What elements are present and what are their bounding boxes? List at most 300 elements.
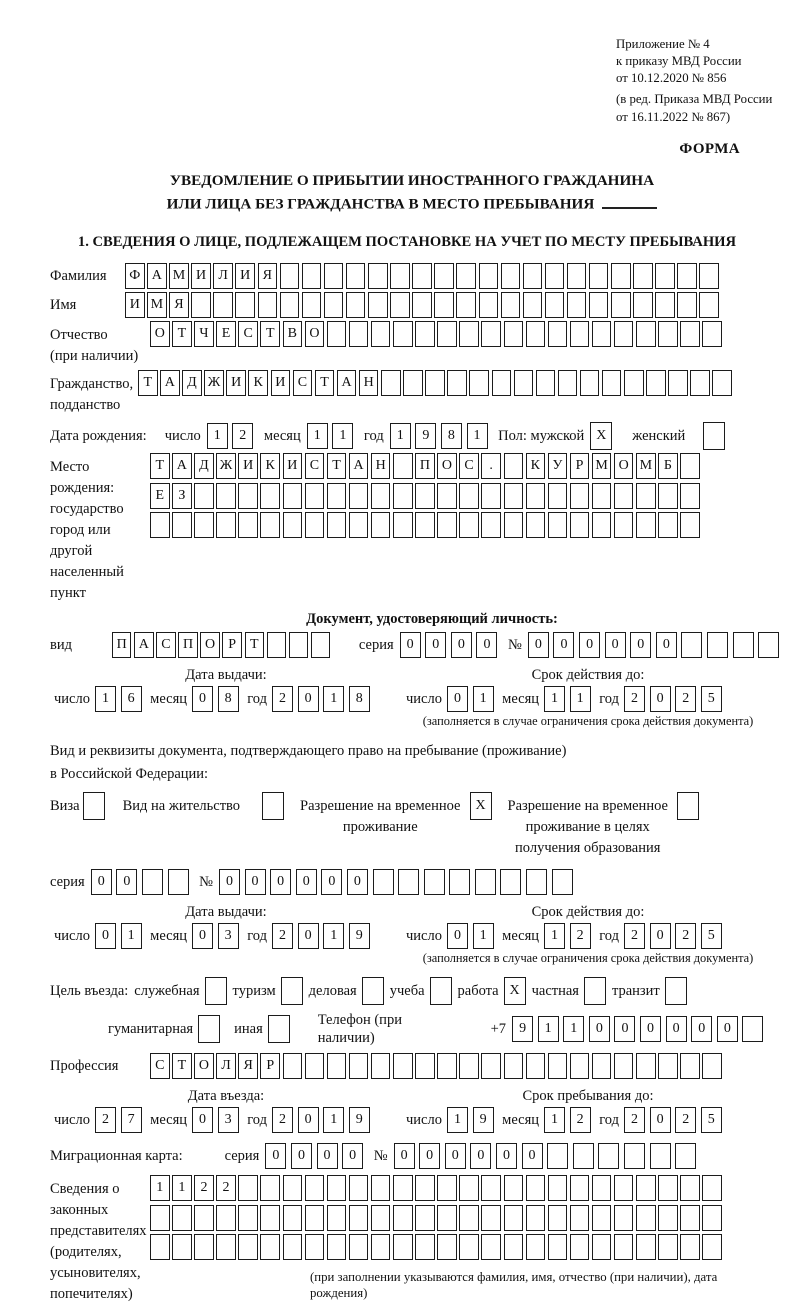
char-cell[interactable] — [614, 483, 634, 509]
char-cell[interactable] — [570, 1205, 590, 1231]
char-cell[interactable]: Л — [213, 263, 233, 289]
char-cell[interactable] — [598, 1143, 619, 1169]
char-cell[interactable] — [238, 1205, 258, 1231]
char-cell[interactable]: З — [172, 483, 192, 509]
char-cell[interactable] — [526, 321, 546, 347]
char-cell[interactable] — [702, 321, 722, 347]
char-cell[interactable] — [592, 1175, 612, 1201]
char-cell[interactable] — [371, 321, 391, 347]
char-cell[interactable]: 2 — [216, 1175, 236, 1201]
char-cell[interactable]: 2 — [570, 1107, 591, 1133]
char-cell[interactable] — [305, 512, 325, 538]
char-cell[interactable]: 1 — [390, 423, 411, 449]
char-cell[interactable] — [479, 263, 499, 289]
char-cell[interactable] — [393, 1205, 413, 1231]
char-cell[interactable]: 2 — [194, 1175, 214, 1201]
char-cell[interactable] — [665, 977, 687, 1005]
char-cell[interactable] — [324, 292, 344, 318]
char-cell[interactable]: С — [293, 370, 313, 396]
char-cell[interactable]: С — [305, 453, 325, 479]
char-cell[interactable]: 0 — [640, 1016, 661, 1042]
char-cell[interactable] — [393, 1053, 413, 1079]
char-cell[interactable] — [547, 1143, 568, 1169]
char-cell[interactable] — [198, 1015, 220, 1043]
char-cell[interactable] — [216, 1205, 236, 1231]
char-cell[interactable]: И — [283, 453, 303, 479]
char-cell[interactable] — [371, 1234, 391, 1260]
char-cell[interactable]: С — [459, 453, 479, 479]
char-cell[interactable] — [504, 1175, 524, 1201]
char-cell[interactable] — [758, 632, 779, 658]
char-cell[interactable]: 1 — [473, 923, 494, 949]
char-cell[interactable] — [592, 1205, 612, 1231]
char-cell[interactable]: 1 — [323, 1107, 344, 1133]
char-cell[interactable]: В — [283, 321, 303, 347]
char-cell[interactable]: 1 — [467, 423, 488, 449]
char-cell[interactable]: 2 — [675, 923, 696, 949]
char-cell[interactable] — [526, 869, 547, 895]
char-cell[interactable] — [636, 1175, 656, 1201]
char-cell[interactable] — [536, 370, 556, 396]
char-cell[interactable] — [707, 632, 728, 658]
char-cell[interactable]: 1 — [95, 686, 116, 712]
char-cell[interactable] — [393, 512, 413, 538]
char-cell[interactable]: 8 — [441, 423, 462, 449]
char-cell[interactable] — [658, 1234, 678, 1260]
char-cell[interactable]: 0 — [691, 1016, 712, 1042]
char-cell[interactable]: 3 — [218, 1107, 239, 1133]
char-cell[interactable] — [548, 1205, 568, 1231]
char-cell[interactable] — [702, 1175, 722, 1201]
char-cell[interactable] — [349, 512, 369, 538]
char-cell[interactable] — [658, 321, 678, 347]
char-cell[interactable]: 0 — [298, 686, 319, 712]
char-cell[interactable]: Я — [169, 292, 189, 318]
char-cell[interactable] — [238, 1175, 258, 1201]
char-cell[interactable] — [393, 1234, 413, 1260]
char-cell[interactable] — [403, 370, 423, 396]
char-cell[interactable] — [624, 1143, 645, 1169]
char-cell[interactable] — [373, 869, 394, 895]
char-cell[interactable]: 0 — [298, 1107, 319, 1133]
char-cell[interactable] — [712, 370, 732, 396]
char-cell[interactable] — [501, 292, 521, 318]
char-cell[interactable] — [172, 1234, 192, 1260]
char-cell[interactable] — [703, 422, 725, 450]
char-cell[interactable] — [636, 1205, 656, 1231]
char-cell[interactable]: Т — [315, 370, 335, 396]
char-cell[interactable] — [415, 1053, 435, 1079]
char-cell[interactable]: 3 — [218, 923, 239, 949]
char-cell[interactable] — [570, 512, 590, 538]
char-cell[interactable] — [260, 512, 280, 538]
char-cell[interactable] — [311, 632, 331, 658]
char-cell[interactable] — [415, 1175, 435, 1201]
char-cell[interactable] — [680, 321, 700, 347]
char-cell[interactable]: 0 — [650, 1107, 671, 1133]
char-cell[interactable] — [393, 1175, 413, 1201]
char-cell[interactable] — [412, 292, 432, 318]
char-cell[interactable] — [205, 977, 227, 1005]
char-cell[interactable] — [346, 292, 366, 318]
char-cell[interactable] — [437, 1205, 457, 1231]
char-cell[interactable]: 1 — [207, 423, 228, 449]
char-cell[interactable] — [283, 483, 303, 509]
char-cell[interactable]: 2 — [272, 923, 293, 949]
char-cell[interactable] — [327, 321, 347, 347]
char-cell[interactable] — [213, 292, 233, 318]
char-cell[interactable] — [150, 512, 170, 538]
char-cell[interactable] — [680, 453, 700, 479]
char-cell[interactable] — [194, 1205, 214, 1231]
char-cell[interactable] — [570, 483, 590, 509]
char-cell[interactable] — [415, 483, 435, 509]
char-cell[interactable]: X — [470, 792, 492, 820]
char-cell[interactable] — [633, 292, 653, 318]
char-cell[interactable] — [624, 370, 644, 396]
char-cell[interactable]: 0 — [291, 1143, 312, 1169]
char-cell[interactable]: А — [134, 632, 154, 658]
char-cell[interactable]: 0 — [605, 632, 626, 658]
char-cell[interactable]: У — [548, 453, 568, 479]
char-cell[interactable] — [283, 1205, 303, 1231]
char-cell[interactable] — [658, 512, 678, 538]
char-cell[interactable]: 8 — [218, 686, 239, 712]
char-cell[interactable] — [481, 512, 501, 538]
char-cell[interactable] — [680, 1175, 700, 1201]
char-cell[interactable] — [614, 1205, 634, 1231]
char-cell[interactable] — [469, 370, 489, 396]
char-cell[interactable]: 1 — [570, 686, 591, 712]
char-cell[interactable]: Ч — [194, 321, 214, 347]
char-cell[interactable]: 2 — [272, 686, 293, 712]
char-cell[interactable]: 0 — [445, 1143, 466, 1169]
char-cell[interactable]: 2 — [570, 923, 591, 949]
char-cell[interactable]: 0 — [614, 1016, 635, 1042]
char-cell[interactable]: Р — [570, 453, 590, 479]
char-cell[interactable]: 2 — [272, 1107, 293, 1133]
char-cell[interactable] — [552, 869, 573, 895]
char-cell[interactable]: А — [160, 370, 180, 396]
char-cell[interactable]: Н — [359, 370, 379, 396]
char-cell[interactable]: И — [191, 263, 211, 289]
char-cell[interactable] — [526, 512, 546, 538]
char-cell[interactable]: 2 — [624, 923, 645, 949]
char-cell[interactable] — [191, 292, 211, 318]
char-cell[interactable]: И — [235, 263, 255, 289]
char-cell[interactable]: П — [112, 632, 132, 658]
char-cell[interactable]: 1 — [544, 686, 565, 712]
char-cell[interactable]: 0 — [425, 632, 446, 658]
char-cell[interactable] — [567, 263, 587, 289]
char-cell[interactable]: М — [592, 453, 612, 479]
char-cell[interactable]: 9 — [512, 1016, 533, 1042]
char-cell[interactable]: 0 — [245, 869, 266, 895]
char-cell[interactable] — [655, 292, 675, 318]
char-cell[interactable]: Н — [371, 453, 391, 479]
char-cell[interactable] — [592, 512, 612, 538]
char-cell[interactable] — [415, 321, 435, 347]
char-cell[interactable] — [456, 263, 476, 289]
char-cell[interactable]: 0 — [116, 869, 137, 895]
char-cell[interactable]: 0 — [219, 869, 240, 895]
char-cell[interactable]: 1 — [447, 1107, 468, 1133]
char-cell[interactable] — [526, 1205, 546, 1231]
char-cell[interactable] — [702, 1234, 722, 1260]
char-cell[interactable]: 1 — [150, 1175, 170, 1201]
char-cell[interactable] — [584, 977, 606, 1005]
char-cell[interactable] — [142, 869, 163, 895]
char-cell[interactable] — [504, 453, 524, 479]
char-cell[interactable] — [526, 1175, 546, 1201]
char-cell[interactable]: 0 — [666, 1016, 687, 1042]
char-cell[interactable] — [481, 1053, 501, 1079]
char-cell[interactable] — [437, 483, 457, 509]
char-cell[interactable] — [481, 483, 501, 509]
char-cell[interactable]: 0 — [296, 869, 317, 895]
char-cell[interactable] — [390, 263, 410, 289]
char-cell[interactable] — [504, 512, 524, 538]
char-cell[interactable]: П — [178, 632, 198, 658]
char-cell[interactable]: 1 — [544, 1107, 565, 1133]
char-cell[interactable]: 2 — [675, 1107, 696, 1133]
char-cell[interactable]: 0 — [347, 869, 368, 895]
char-cell[interactable]: 0 — [717, 1016, 738, 1042]
char-cell[interactable]: Д — [182, 370, 202, 396]
char-cell[interactable] — [523, 292, 543, 318]
char-cell[interactable]: Р — [222, 632, 242, 658]
char-cell[interactable] — [504, 1053, 524, 1079]
char-cell[interactable] — [646, 370, 666, 396]
char-cell[interactable] — [614, 321, 634, 347]
char-cell[interactable] — [194, 1234, 214, 1260]
char-cell[interactable] — [349, 1205, 369, 1231]
char-cell[interactable]: 9 — [473, 1107, 494, 1133]
char-cell[interactable]: П — [415, 453, 435, 479]
char-cell[interactable] — [636, 483, 656, 509]
char-cell[interactable] — [459, 1205, 479, 1231]
char-cell[interactable]: 0 — [419, 1143, 440, 1169]
char-cell[interactable] — [260, 1205, 280, 1231]
char-cell[interactable]: Б — [658, 453, 678, 479]
char-cell[interactable] — [280, 292, 300, 318]
char-cell[interactable] — [283, 1234, 303, 1260]
char-cell[interactable]: Т — [138, 370, 158, 396]
char-cell[interactable] — [238, 512, 258, 538]
char-cell[interactable] — [459, 1175, 479, 1201]
char-cell[interactable] — [589, 292, 609, 318]
char-cell[interactable]: М — [636, 453, 656, 479]
char-cell[interactable] — [172, 1205, 192, 1231]
char-cell[interactable] — [733, 632, 754, 658]
char-cell[interactable]: 0 — [321, 869, 342, 895]
char-cell[interactable] — [680, 1205, 700, 1231]
char-cell[interactable] — [302, 263, 322, 289]
char-cell[interactable] — [371, 1205, 391, 1231]
char-cell[interactable]: 2 — [675, 686, 696, 712]
char-cell[interactable] — [194, 512, 214, 538]
char-cell[interactable]: М — [147, 292, 167, 318]
char-cell[interactable] — [327, 1053, 347, 1079]
char-cell[interactable]: И — [226, 370, 246, 396]
char-cell[interactable] — [589, 263, 609, 289]
char-cell[interactable] — [260, 1175, 280, 1201]
char-cell[interactable] — [447, 370, 467, 396]
char-cell[interactable] — [280, 263, 300, 289]
char-cell[interactable]: X — [590, 422, 612, 450]
char-cell[interactable] — [415, 1234, 435, 1260]
char-cell[interactable]: Л — [216, 1053, 236, 1079]
char-cell[interactable]: О — [437, 453, 457, 479]
char-cell[interactable] — [636, 512, 656, 538]
char-cell[interactable] — [412, 263, 432, 289]
char-cell[interactable] — [305, 1053, 325, 1079]
char-cell[interactable] — [305, 483, 325, 509]
char-cell[interactable]: Д — [194, 453, 214, 479]
char-cell[interactable]: 0 — [579, 632, 600, 658]
char-cell[interactable] — [327, 1175, 347, 1201]
char-cell[interactable]: И — [125, 292, 145, 318]
char-cell[interactable] — [434, 292, 454, 318]
char-cell[interactable]: 0 — [317, 1143, 338, 1169]
char-cell[interactable] — [371, 1053, 391, 1079]
char-cell[interactable]: 0 — [192, 1107, 213, 1133]
char-cell[interactable] — [371, 1175, 391, 1201]
char-cell[interactable] — [305, 1234, 325, 1260]
char-cell[interactable]: 1 — [121, 923, 142, 949]
char-cell[interactable]: И — [271, 370, 291, 396]
char-cell[interactable] — [456, 292, 476, 318]
char-cell[interactable] — [415, 1205, 435, 1231]
char-cell[interactable]: А — [172, 453, 192, 479]
char-cell[interactable] — [302, 292, 322, 318]
char-cell[interactable]: 1 — [538, 1016, 559, 1042]
char-cell[interactable] — [514, 370, 534, 396]
char-cell[interactable] — [658, 483, 678, 509]
char-cell[interactable] — [592, 1053, 612, 1079]
char-cell[interactable]: Я — [238, 1053, 258, 1079]
char-cell[interactable] — [548, 1053, 568, 1079]
char-cell[interactable]: С — [150, 1053, 170, 1079]
char-cell[interactable] — [371, 483, 391, 509]
char-cell[interactable] — [481, 1234, 501, 1260]
char-cell[interactable] — [699, 292, 719, 318]
char-cell[interactable]: М — [169, 263, 189, 289]
char-cell[interactable] — [283, 512, 303, 538]
char-cell[interactable] — [327, 1205, 347, 1231]
char-cell[interactable]: Т — [150, 453, 170, 479]
char-cell[interactable]: 0 — [447, 686, 468, 712]
char-cell[interactable]: 0 — [342, 1143, 363, 1169]
char-cell[interactable]: Ж — [204, 370, 224, 396]
char-cell[interactable] — [305, 1175, 325, 1201]
char-cell[interactable]: Т — [245, 632, 265, 658]
char-cell[interactable] — [260, 1234, 280, 1260]
char-cell[interactable] — [390, 292, 410, 318]
char-cell[interactable] — [393, 483, 413, 509]
char-cell[interactable]: Ж — [216, 453, 236, 479]
char-cell[interactable] — [548, 1234, 568, 1260]
char-cell[interactable] — [567, 292, 587, 318]
char-cell[interactable]: Ф — [125, 263, 145, 289]
char-cell[interactable] — [216, 1234, 236, 1260]
char-cell[interactable] — [680, 1053, 700, 1079]
char-cell[interactable] — [349, 483, 369, 509]
char-cell[interactable]: С — [238, 321, 258, 347]
char-cell[interactable]: 1 — [307, 423, 328, 449]
char-cell[interactable] — [636, 1053, 656, 1079]
char-cell[interactable] — [430, 977, 452, 1005]
char-cell[interactable]: 2 — [95, 1107, 116, 1133]
char-cell[interactable]: 1 — [473, 686, 494, 712]
char-cell[interactable] — [368, 292, 388, 318]
char-cell[interactable]: 1 — [172, 1175, 192, 1201]
char-cell[interactable] — [570, 1053, 590, 1079]
char-cell[interactable] — [658, 1175, 678, 1201]
char-cell[interactable] — [172, 512, 192, 538]
char-cell[interactable] — [526, 483, 546, 509]
char-cell[interactable]: 1 — [332, 423, 353, 449]
char-cell[interactable]: 0 — [496, 1143, 517, 1169]
char-cell[interactable] — [267, 632, 287, 658]
char-cell[interactable] — [501, 263, 521, 289]
char-cell[interactable] — [548, 321, 568, 347]
char-cell[interactable] — [481, 1175, 501, 1201]
char-cell[interactable] — [614, 1175, 634, 1201]
char-cell[interactable] — [449, 869, 470, 895]
char-cell[interactable] — [636, 321, 656, 347]
char-cell[interactable]: 0 — [95, 923, 116, 949]
char-cell[interactable]: 0 — [265, 1143, 286, 1169]
char-cell[interactable]: . — [481, 453, 501, 479]
char-cell[interactable] — [570, 1175, 590, 1201]
char-cell[interactable]: 0 — [91, 869, 112, 895]
char-cell[interactable] — [481, 321, 501, 347]
char-cell[interactable] — [611, 263, 631, 289]
char-cell[interactable] — [305, 1205, 325, 1231]
char-cell[interactable] — [424, 869, 445, 895]
char-cell[interactable]: А — [349, 453, 369, 479]
char-cell[interactable] — [592, 1234, 612, 1260]
char-cell[interactable] — [602, 370, 622, 396]
char-cell[interactable] — [570, 321, 590, 347]
char-cell[interactable]: 8 — [349, 686, 370, 712]
char-cell[interactable]: О — [194, 1053, 214, 1079]
char-cell[interactable] — [677, 792, 699, 820]
char-cell[interactable] — [681, 632, 702, 658]
char-cell[interactable] — [545, 263, 565, 289]
char-cell[interactable] — [545, 292, 565, 318]
char-cell[interactable]: 0 — [192, 923, 213, 949]
char-cell[interactable]: 1 — [323, 923, 344, 949]
char-cell[interactable] — [573, 1143, 594, 1169]
char-cell[interactable]: 9 — [349, 1107, 370, 1133]
char-cell[interactable]: Р — [260, 1053, 280, 1079]
char-cell[interactable] — [680, 483, 700, 509]
char-cell[interactable]: 0 — [553, 632, 574, 658]
char-cell[interactable]: О — [305, 321, 325, 347]
char-cell[interactable]: 0 — [298, 923, 319, 949]
char-cell[interactable]: 9 — [415, 423, 436, 449]
char-cell[interactable] — [636, 1234, 656, 1260]
char-cell[interactable] — [393, 453, 413, 479]
char-cell[interactable] — [570, 1234, 590, 1260]
char-cell[interactable]: 2 — [232, 423, 253, 449]
char-cell[interactable] — [677, 263, 697, 289]
char-cell[interactable] — [327, 483, 347, 509]
char-cell[interactable] — [349, 1175, 369, 1201]
char-cell[interactable]: К — [526, 453, 546, 479]
